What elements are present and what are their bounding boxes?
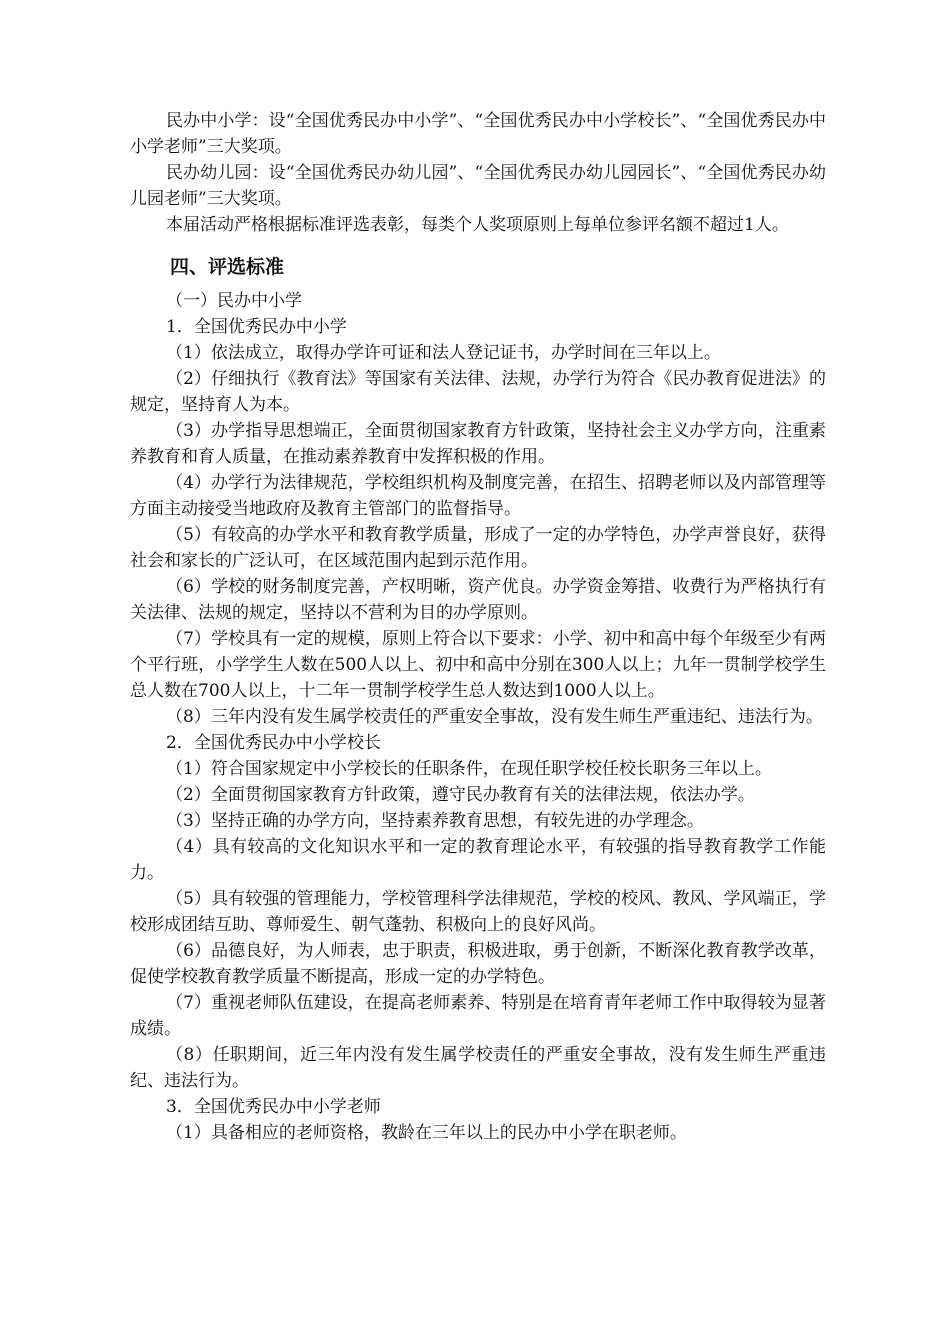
list-item: （1）符合国家规定中小学校长的任职条件，在现任职学校任校长职务三年以上。 bbox=[166, 759, 772, 779]
paragraph-primary-school-awards: 民办中小学：设“全国优秀民办中小学”、“全国优秀民办中小学校长”、“全国优秀民办中小学老师”三大奖项。 bbox=[130, 111, 826, 157]
list-item: （7）学校具有一定的规模，原则上符合以下要求：小学、初中和高中每个年级至少有两个平行班，小学学生人数在500人以上、初中和高中分别在300人以上；九年一贯制学校学生总人数在700人以上，十二年一贯制学校学生总人数达到1000人以上。 bbox=[130, 629, 826, 701]
paragraph-quota: 本届活动严格根据标准评选表彰，每类个人奖项原则上每单位参评名额不超过1人。 bbox=[166, 215, 789, 235]
list-item: （5）有较高的办学水平和教育教学质量，形成了一定的办学特色，办学声誉良好，获得社会和家长的广泛认可，在区域范围内起到示范作用。 bbox=[130, 525, 826, 571]
list-item: （3）坚持正确的办学方向，坚持素养教育思想，有较先进的办学理念。 bbox=[166, 811, 704, 831]
document-body bbox=[130, 108, 826, 1146]
list-item: （4）办学行为法律规范，学校组织机构及制度完善，在招生、招聘老师以及内部管理等方面主动接受当地政府及教育主管部门的监督指导。 bbox=[130, 473, 826, 519]
list-item: （7）重视老师队伍建设，在提高老师素养、特别是在培育青年老师工作中取得较为显著成绩。 bbox=[130, 993, 826, 1039]
list-item: （5）具有较强的管理能力，学校管理科学法律规范，学校的校风、教风、学风端正，学校形成团结互助、尊师爱生、朝气蓬勃、积极向上的良好风尚。 bbox=[130, 889, 826, 935]
list-item: （8）任职期间，近三年内没有发生属学校责任的严重安全事故，没有发生师生严重违纪、违法行为。 bbox=[130, 1045, 826, 1091]
subsection-title: 2．全国优秀民办中小学校长 bbox=[166, 733, 381, 753]
section-title: （一）民办中小学 bbox=[166, 291, 302, 311]
list-item: （4）具有较高的文化知识水平和一定的教育理论水平，有较强的指导教育教学工作能力。 bbox=[130, 837, 826, 883]
list-item: （3）办学指导思想端正，全面贯彻国家教育方针政策，坚持社会主义办学方向，注重素养教育和育人质量，在推动素养教育中发挥积极的作用。 bbox=[130, 421, 826, 467]
paragraph-kindergarten-awards: 民办幼儿园：设“全国优秀民办幼儿园”、“全国优秀民办幼儿园园长”、“全国优秀民办幼儿园老师”三大奖项。 bbox=[130, 163, 826, 209]
list-item: （6）品德良好，为人师表，忠于职责，积极进取，勇于创新，不断深化教育教学改革，促使学校教育教学质量不断提高，形成一定的办学特色。 bbox=[130, 941, 826, 987]
list-item: （2）全面贯彻国家教育方针政策，遵守民办教育有关的法律法规，依法办学。 bbox=[166, 785, 755, 805]
list-item: （2）仔细执行《教育法》等国家有关法律、法规，办学行为符合《民办教育促进法》的规定，坚持育人为本。 bbox=[130, 369, 826, 415]
list-item: （6）学校的财务制度完善，产权明晰，资产优良。办学资金筹措、收费行为严格执行有关法律、法规的规定，坚持以不营利为目的办学原则。 bbox=[130, 577, 826, 623]
list-item: （8）三年内没有发生属学校责任的严重安全事故，没有发生师生严重违纪、违法行为。 bbox=[166, 707, 823, 727]
subsection-title: 1．全国优秀民办中小学 bbox=[166, 317, 347, 337]
list-item: （1）具备相应的老师资格，教龄在三年以上的民办中小学在职老师。 bbox=[166, 1123, 687, 1143]
section-heading: 四、评选标准 bbox=[170, 256, 285, 278]
list-item: （1）依法成立，取得办学许可证和法人登记证书，办学时间在三年以上。 bbox=[166, 343, 721, 363]
subsection-title: 3．全国优秀民办中小学老师 bbox=[166, 1097, 381, 1117]
